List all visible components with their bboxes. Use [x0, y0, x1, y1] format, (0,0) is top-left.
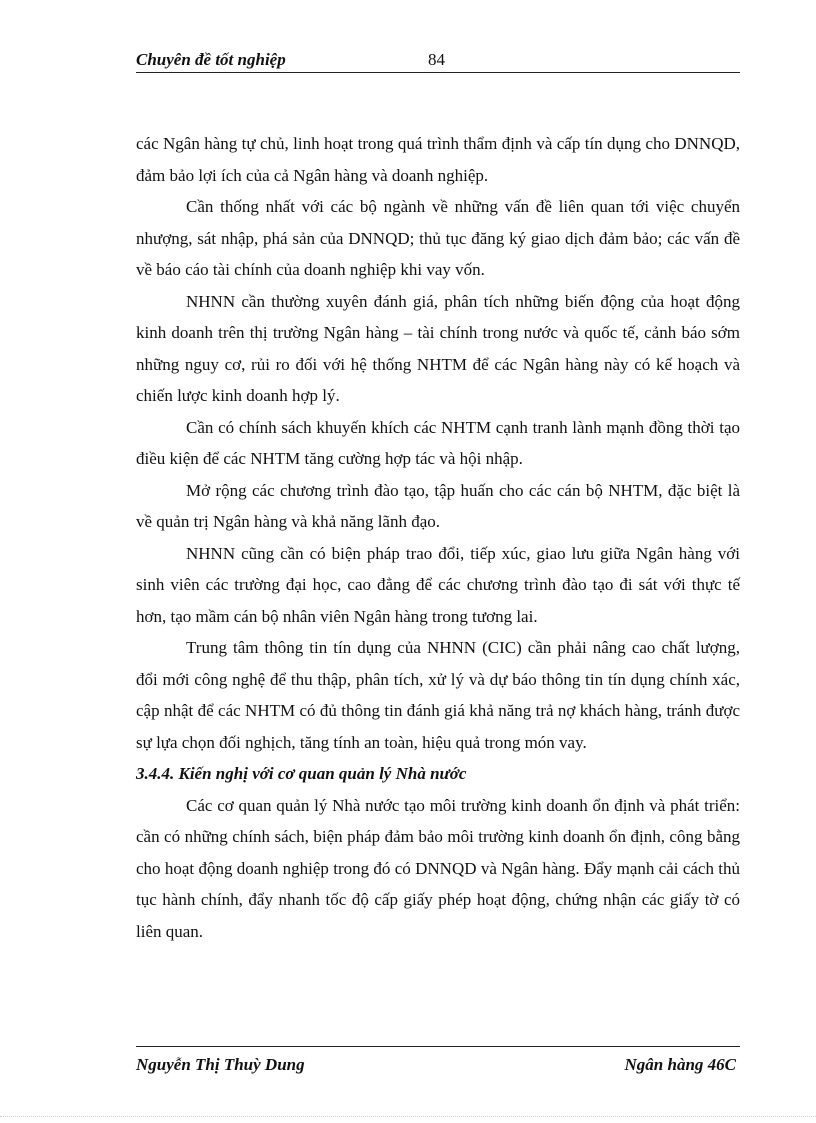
- document-title: Chuyên đề tốt nghiệp: [136, 50, 286, 69]
- paragraph: các Ngân hàng tự chủ, linh hoạt trong quá trình thẩm định và cấp tín dụng cho DNNQD, đảm bảo lợi ích của cả Ngân hàng và doanh nghiệp.: [136, 134, 740, 185]
- paragraph: Cần có chính sách khuyến khích các NHTM cạnh tranh lành mạnh đồng thời tạo điều kiện để các NHTM tăng cường hợp tác và hội nhập.: [136, 417, 740, 468]
- paragraph: NHNN cần thường xuyên đánh giá, phân tích những biến động của hoạt động kinh doanh trên thị trường Ngân hàng – tài chính trong nước và quốc tế, cảnh báo sớm những nguy cơ, rủi ro đối với hệ thống NHTM để các Ngân hàng này có kế hoạch và chiến lược kinh doanh hợp lý.: [136, 291, 740, 405]
- class-name: Ngân hàng 46C: [624, 1055, 736, 1074]
- paragraph: NHNN cũng cần có biện pháp trao đổi, tiếp xúc, giao lưu giữa Ngân hàng với sinh viên các trường đại học, cao đẳng để các chương trình đào tạo đi sát với thực tế hơn, tạo mầm cán bộ nhân viên Ngân hàng trong tương lai.: [136, 543, 740, 626]
- document-body: [136, 128, 740, 947]
- page-number: 84: [428, 50, 445, 69]
- paragraph: Các cơ quan quản lý Nhà nước tạo môi trường kinh doanh ổn định và phát triển: cần có những chính sách, biện pháp đảm bảo môi trường kinh doanh ổn định, công bằng cho hoạt động doanh nghiệp trong đó có DNNQD và Ngân hàng. Đẩy mạnh cải cách thủ tục hành chính, đẩy nhanh tốc độ cấp giấy phép hoạt động, chứng nhận các giấy tờ có liên quan.: [136, 795, 740, 941]
- paragraph: Cần thống nhất với các bộ ngành về những vấn đề liên quan tới việc chuyển nhượng, sát nhập, phá sản của DNNQD; thủ tục đăng ký giao dịch đảm bảo; các vấn đề về báo cáo tài chính của doanh nghiệp khi vay vốn.: [136, 197, 740, 279]
- section-heading: 3.4.4. Kiến nghị với cơ quan quản lý Nhà nước: [136, 764, 467, 783]
- author-name: Nguyễn Thị Thuỳ Dung: [136, 1055, 305, 1074]
- page-header: [136, 46, 740, 73]
- page-edge-divider: [0, 1116, 816, 1118]
- paragraph: Trung tâm thông tin tín dụng của NHNN (CIC) cần phải nâng cao chất lượng, đổi mới công nghệ để thu thập, phân tích, xử lý và dự báo thông tin tín dụng chính xác, cập nhật để các NHTM có đủ thông tin đánh giá khả năng trả nợ khách hàng, tránh được sự lựa chọn đối nghịch, tăng tính an toàn, hiệu quả trong món vay.: [136, 638, 740, 752]
- page-footer: [136, 1046, 740, 1081]
- paragraph: Mở rộng các chương trình đào tạo, tập huấn cho các cán bộ NHTM, đặc biệt là về quản trị Ngân hàng và khả năng lãnh đạo.: [136, 480, 740, 531]
